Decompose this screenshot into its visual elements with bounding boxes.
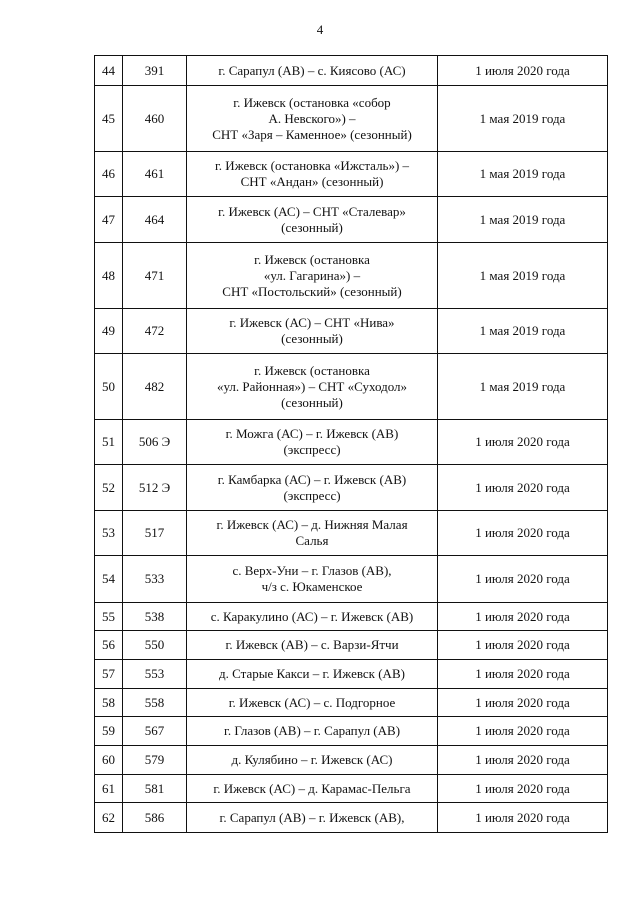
start-date-cell: 1 июля 2020 года [438, 746, 608, 775]
route-name-cell: г. Ижевск (АС) – СНТ «Нива» (сезонный) [187, 309, 438, 354]
row-number-cell: 55 [95, 603, 123, 631]
route-number-cell: 464 [123, 197, 187, 243]
table-row [95, 775, 608, 803]
table-row [95, 197, 608, 243]
table-row [95, 717, 608, 746]
table-row [95, 803, 608, 833]
row-number-cell: 51 [95, 420, 123, 465]
start-date-cell: 1 мая 2019 года [438, 309, 608, 354]
start-date-cell: 1 июля 2020 года [438, 660, 608, 689]
route-name-cell: с. Каракулино (АС) – г. Ижевск (АВ) [187, 603, 438, 631]
page-number: 4 [316, 22, 324, 37]
route-schedule-table [94, 55, 608, 833]
start-date-cell: 1 июля 2020 года [438, 631, 608, 660]
start-date-cell: 1 июля 2020 года [438, 56, 608, 86]
row-number-cell: 44 [95, 56, 123, 86]
row-number-cell: 61 [95, 775, 123, 803]
row-number-cell: 49 [95, 309, 123, 354]
start-date-cell: 1 июля 2020 года [438, 511, 608, 556]
route-number-cell: 538 [123, 603, 187, 631]
route-name-cell: г. Камбарка (АС) – г. Ижевск (АВ) (экспресс) [187, 465, 438, 511]
row-number-cell: 56 [95, 631, 123, 660]
route-name-cell: г. Ижевск (АВ) – с. Варзи-Ятчи [187, 631, 438, 660]
table-row [95, 603, 608, 631]
row-number-cell: 54 [95, 556, 123, 603]
route-number-cell: 460 [123, 86, 187, 152]
route-name-cell: г. Глазов (АВ) – г. Сарапул (АВ) [187, 717, 438, 746]
row-number-cell: 53 [95, 511, 123, 556]
row-number-cell: 57 [95, 660, 123, 689]
start-date-cell: 1 июля 2020 года [438, 689, 608, 717]
table-row [95, 631, 608, 660]
start-date-cell: 1 мая 2019 года [438, 86, 608, 152]
route-name-cell: г. Можга (АС) – г. Ижевск (АВ) (экспресс) [187, 420, 438, 465]
route-name-cell: г. Ижевск (остановка «Ижсталь») – СНТ «Андан» (сезонный) [187, 152, 438, 197]
row-number-cell: 50 [95, 354, 123, 420]
table-row [95, 152, 608, 197]
table-row [95, 746, 608, 775]
route-number-cell: 579 [123, 746, 187, 775]
table-body [95, 56, 608, 833]
route-number-cell: 472 [123, 309, 187, 354]
start-date-cell: 1 июля 2020 года [438, 465, 608, 511]
row-number-cell: 45 [95, 86, 123, 152]
route-number-cell: 512 Э [123, 465, 187, 511]
table-row [95, 309, 608, 354]
row-number-cell: 52 [95, 465, 123, 511]
route-name-cell: г. Ижевск (АС) – СНТ «Сталевар» (сезонный) [187, 197, 438, 243]
route-name-cell: г. Ижевск (остановка «ул. Гагарина») – СНТ «Постольский» (сезонный) [187, 243, 438, 309]
route-number-cell: 553 [123, 660, 187, 689]
route-number-cell: 586 [123, 803, 187, 833]
start-date-cell: 1 июля 2020 года [438, 775, 608, 803]
route-name-cell: с. Верх-Уни – г. Глазов (АВ), ч/з с. Юкаменское [187, 556, 438, 603]
route-name-cell: г. Сарапул (АВ) – г. Ижевск (АВ), [187, 803, 438, 833]
route-name-cell: г. Ижевск (остановка «собор А. Невского») – СНТ «Заря – Каменное» (сезонный) [187, 86, 438, 152]
route-name-cell: г. Ижевск (АС) – с. Подгорное [187, 689, 438, 717]
table-row [95, 56, 608, 86]
start-date-cell: 1 мая 2019 года [438, 243, 608, 309]
route-number-cell: 461 [123, 152, 187, 197]
route-number-cell: 471 [123, 243, 187, 309]
route-name-cell: г. Ижевск (АС) – д. Нижняя Малая Салья [187, 511, 438, 556]
table-row [95, 354, 608, 420]
route-name-cell: г. Ижевск (остановка «ул. Районная») – СНТ «Суходол» (сезонный) [187, 354, 438, 420]
table-row [95, 420, 608, 465]
row-number-cell: 60 [95, 746, 123, 775]
table-row [95, 689, 608, 717]
route-number-cell: 517 [123, 511, 187, 556]
start-date-cell: 1 мая 2019 года [438, 152, 608, 197]
route-number-cell: 550 [123, 631, 187, 660]
table-row [95, 660, 608, 689]
row-number-cell: 48 [95, 243, 123, 309]
route-name-cell: д. Старые Какси – г. Ижевск (АВ) [187, 660, 438, 689]
row-number-cell: 58 [95, 689, 123, 717]
start-date-cell: 1 июля 2020 года [438, 803, 608, 833]
route-name-cell: д. Кулябино – г. Ижевск (АС) [187, 746, 438, 775]
route-name-cell: г. Сарапул (АВ) – с. Киясово (АС) [187, 56, 438, 86]
row-number-cell: 59 [95, 717, 123, 746]
route-number-cell: 558 [123, 689, 187, 717]
start-date-cell: 1 мая 2019 года [438, 197, 608, 243]
row-number-cell: 47 [95, 197, 123, 243]
table-row [95, 511, 608, 556]
route-name-cell: г. Ижевск (АС) – д. Карамас-Пельга [187, 775, 438, 803]
table-row [95, 556, 608, 603]
start-date-cell: 1 июля 2020 года [438, 603, 608, 631]
start-date-cell: 1 июля 2020 года [438, 556, 608, 603]
row-number-cell: 62 [95, 803, 123, 833]
start-date-cell: 1 июля 2020 года [438, 717, 608, 746]
route-number-cell: 567 [123, 717, 187, 746]
table-row [95, 465, 608, 511]
row-number-cell: 46 [95, 152, 123, 197]
route-number-cell: 391 [123, 56, 187, 86]
start-date-cell: 1 мая 2019 года [438, 354, 608, 420]
start-date-cell: 1 июля 2020 года [438, 420, 608, 465]
route-number-cell: 482 [123, 354, 187, 420]
route-number-cell: 533 [123, 556, 187, 603]
route-number-cell: 581 [123, 775, 187, 803]
route-number-cell: 506 Э [123, 420, 187, 465]
table-row [95, 243, 608, 309]
table-row [95, 86, 608, 152]
